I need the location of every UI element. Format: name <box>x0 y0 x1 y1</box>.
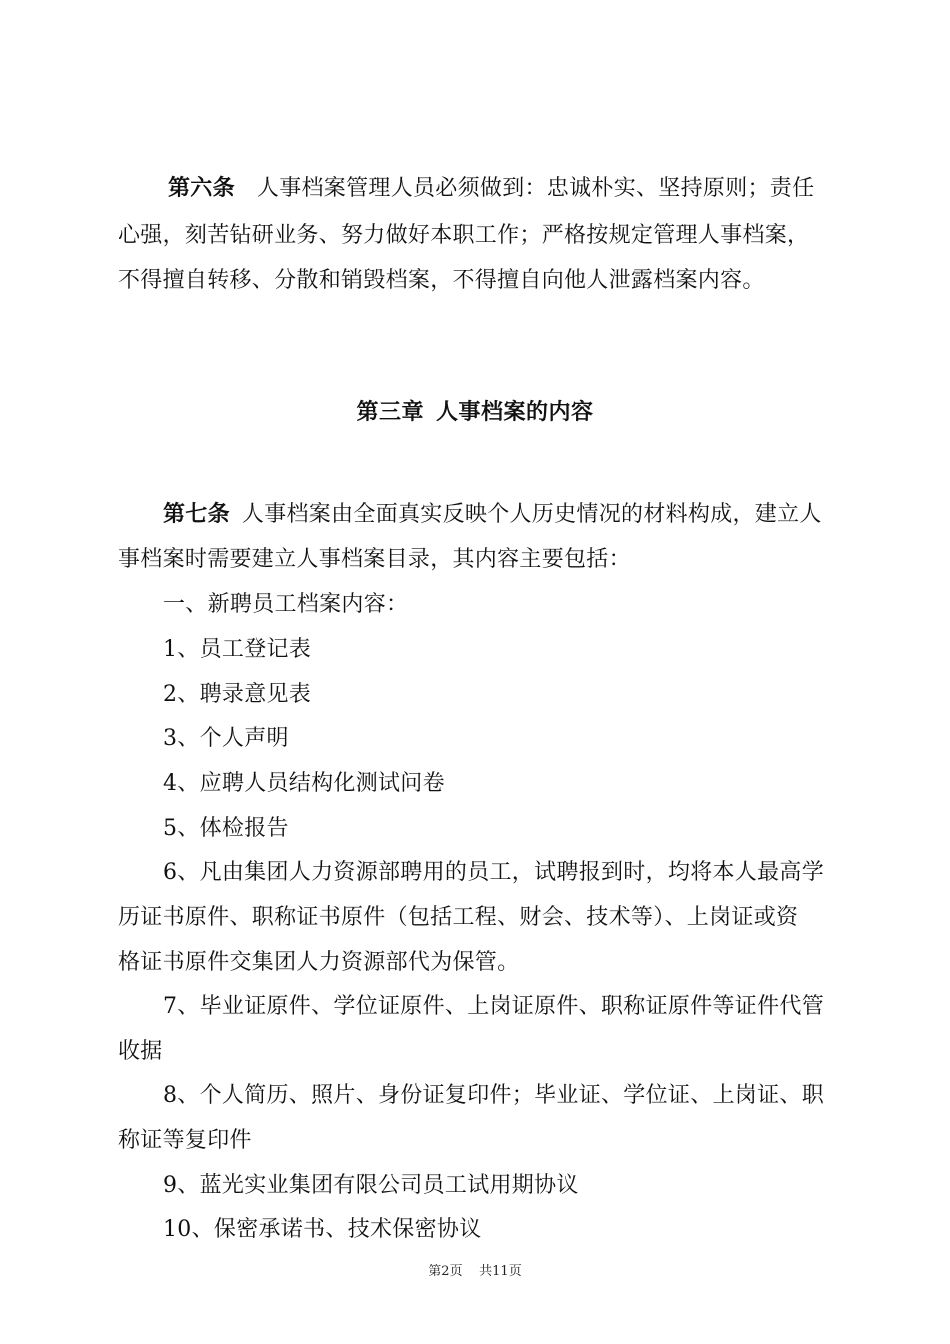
list-item-7-line-1: 7、毕业证原件、学位证原件、上岗证原件、职称证原件等证件代管 <box>163 994 824 1019</box>
chapter-number: 第三章 <box>356 400 424 425</box>
article-7-line-1 <box>163 500 822 530</box>
page-label: 第 <box>428 1264 442 1279</box>
list-item-10: 10、保密承诺书、技术保密协议 <box>163 1217 482 1242</box>
article-6-line-1 <box>168 174 814 204</box>
list-item-8-line-1: 8、个人简历、照片、身份证复印件；毕业证、学位证、上岗证、职 <box>163 1083 824 1108</box>
article-7-line-2: 事档案时需要建立人事档案目录，其内容主要包括： <box>118 547 631 572</box>
list-item-4: 4、应聘人员结构化测试问卷 <box>163 771 445 796</box>
page-unit: 页 <box>449 1264 463 1279</box>
section-heading: 一、新聘员工档案内容： <box>163 592 409 617</box>
page-number: 2 <box>441 1264 450 1279</box>
list-item-6-line-2: 历证书原件、职称证书原件（包括工程、财会、技术等）、上岗证或资 <box>118 905 799 930</box>
article-6-text-1: 人事档案管理人员必须做到：忠诚朴实、坚持原则；责任 <box>256 176 815 201</box>
chapter-heading <box>0 398 950 428</box>
article-7-label: 第七条 <box>163 502 230 527</box>
list-item-9: 9、蓝光实业集团有限公司员工试用期协议 <box>163 1173 579 1198</box>
list-item-7-line-2: 收据 <box>118 1039 163 1064</box>
list-item-1: 1、员工登记表 <box>163 637 312 662</box>
article-7-text-1: 人事档案由全面真实反映个人历史情况的材料构成，建立人 <box>241 502 822 527</box>
list-item-6-line-3: 格证书原件交集团人力资源部代为保管。 <box>118 950 520 975</box>
article-6-line-3: 不得擅自转移、分散和销毁档案，不得擅自向他人泄露档案内容。 <box>118 268 765 293</box>
list-item-6-line-1: 6、凡由集团人力资源部聘用的员工，试聘报到时，均将本人最高学 <box>163 860 824 885</box>
total-unit: 页 <box>508 1264 522 1279</box>
article-6-label: 第六条 <box>168 176 235 201</box>
list-item-2: 2、聘录意见表 <box>163 682 312 707</box>
list-item-3: 3、个人声明 <box>163 726 289 751</box>
page-footer <box>0 1263 950 1281</box>
list-item-5: 5、体检报告 <box>163 816 289 841</box>
article-6-line-2: 心强，刻苦钻研业务、努力做好本职工作；严格按规定管理人事档案， <box>118 223 810 248</box>
chapter-title: 人事档案的内容 <box>436 400 594 425</box>
total-pages: 11 <box>492 1264 509 1279</box>
list-item-8-line-2: 称证等复印件 <box>118 1128 252 1153</box>
total-label: 共 <box>479 1264 493 1279</box>
